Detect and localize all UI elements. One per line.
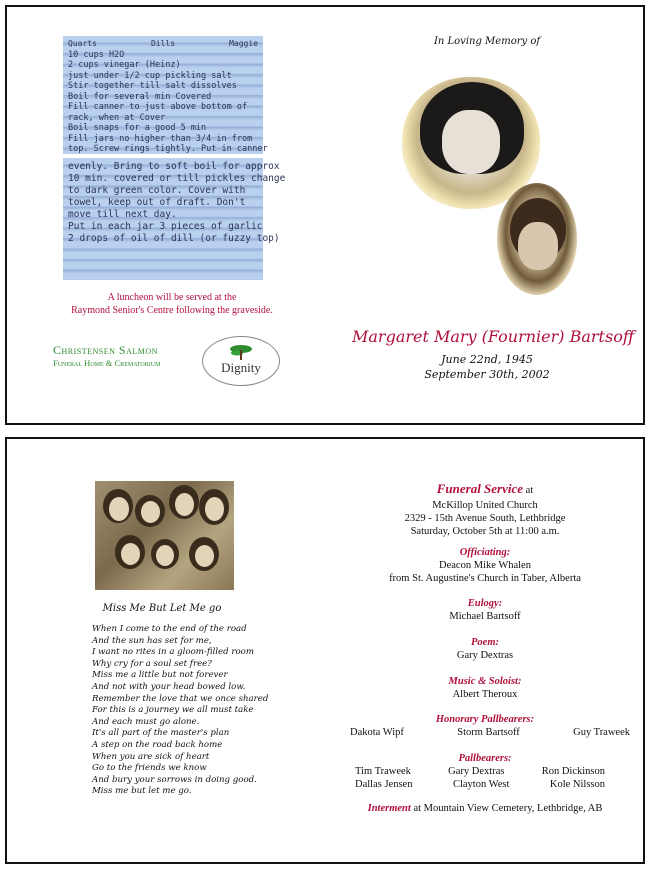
funeral-home-subtitle: Funeral Home & Crematorium [53,358,161,368]
poem-line: When you are sick of heart [92,751,210,762]
poem-reader-name: Gary Dextras [456,650,514,661]
poem-label: Poem: [471,637,499,648]
poem-line: It's all part of the master's plan [92,728,230,739]
handwritten-recipe-card [63,36,268,154]
honorary-pallbearer: Guy Traweek [573,727,630,738]
poem-line: And not with your head bowed low. [92,681,246,692]
officiant-church: from St. Augustine's Church in Taber, Alberta [389,573,581,584]
pallbearer: Ron Dickinson [541,766,605,777]
poem-body [92,624,268,798]
portrait-face-older [518,222,558,270]
service-address: 2329 - 15th Avenue South, Lethbridge [404,513,566,524]
funeral-home-name: Christensen Salmon [53,343,158,357]
honorary-pallbearers-row [350,727,630,738]
poem-line: A step on the road back home [92,739,223,750]
officiating-label: Officiating: [459,547,511,558]
recipe-line: Boil snaps for a good 5 min [68,123,207,133]
recipe-line: just under 1/2 cup pickling salt [68,70,232,81]
honorary-pallbearers-label [330,713,640,726]
eulogy-block [330,597,640,623]
music-block [330,675,640,701]
recipe-line: Fill canner to just above bottom of [68,102,248,112]
funeral-home-logo [53,343,160,368]
officiant-name: Deacon Mike Whalen [439,560,531,571]
service-heading-block [330,482,640,538]
honorary-pallbearer: Dakota Wipf [350,727,404,738]
poem-line: Go to the friends we know [92,763,207,774]
pallbearer: Clayton West [452,779,510,790]
pallbearers-row-1 [355,766,605,777]
eulogy-label: Eulogy: [467,598,503,609]
tree-icon [229,344,253,360]
birth-date: June 22nd, 1945 [441,353,533,366]
recipe-line: 2 cups vinegar (Heinz) [68,60,181,70]
recipe-line: Fill jars no higher than 3/4 in from [68,133,253,144]
poem-line: For this is a journey we all must take [92,705,254,716]
recipe-line: Put in each jar 3 pieces of garlic [68,221,263,232]
dignity-logo [202,336,280,386]
poem-line: And bury your sorrows in doing good. [92,774,257,785]
honorary-pallbearer: Storm Bartsoff [457,727,520,738]
officiating-block [330,546,640,585]
recipe-header-right: Maggie [229,39,258,48]
recipe-line: Boil for several min Covered [68,91,212,102]
eulogy-name: Michael Bartsoff [449,611,521,622]
music-name: Albert Theroux [452,689,518,700]
pallbearers-label [330,752,640,765]
recipe-line: move till next day. [68,209,177,220]
poem-line: Miss me a little but not forever [92,670,228,681]
poem-line: Remember the love that we once shared [92,693,269,704]
music-label: Music & Soloist: [448,676,522,687]
interment-label: Interment [367,803,411,814]
recipe-line: Stir together till salt dissolves [68,81,237,91]
recipe-line: towel, keep out of draft. Don't [68,197,246,208]
dignity-logo-text: Dignity [221,360,261,375]
pallbearer: Gary Dextras [448,766,505,777]
poem-line: And each must go alone. [92,716,200,727]
service-heading-line [330,482,640,497]
pallbearer: Dallas Jensen [355,779,413,790]
handwritten-recipe-card-continued [63,158,286,280]
recipe-header-mid: Dills [150,39,176,48]
poem-line: I want no rites in a gloom-filled room [92,647,254,658]
pallbearer: Kole Nilsson [549,779,605,790]
service-church: McKillop United Church [432,500,538,511]
group-photo [95,481,234,590]
deceased-name: Margaret Mary (Fournier) Bartsoff [352,327,635,346]
recipe-line: 10 cups H2O [68,49,125,60]
memorial-heading: In Loving Memory of [433,36,541,47]
recipe-line: evenly. Bring to soft boil for approx [68,161,280,172]
recipe-line: 2 drops of oil of dill (or fuzzy top) [68,233,280,244]
poem-reader-block [330,636,640,662]
recipe-line: to dark green color. Cover with [68,185,246,196]
service-datetime: Saturday, October 5th at 11:00 a.m. [410,526,560,537]
poem-line: And the sun has set for me, [92,635,212,646]
luncheon-line-1: A luncheon will be served at the [107,292,237,303]
interment-line [330,803,640,814]
pallbearers-label-text: Pallbearers: [458,753,512,764]
poem-line: Why cry for a soul set free? [92,658,212,669]
recipe-line: rack, when at Cover [68,112,166,123]
recipe-line: top. Screw rings tightly. Put in canner [68,144,268,154]
poem-title: Miss Me But Let Me go [102,603,222,614]
honorary-label-text: Honorary Pallbearers: [435,714,535,725]
recipe-header [68,39,258,50]
pallbearers-row-2 [355,779,605,790]
recipe-line: 10 min. covered or till pickles change [68,173,286,184]
life-dates [372,352,602,382]
pallbearer: Tim Traweek [355,766,411,777]
luncheon-line-2: Raymond Senior's Centre following the graveside. [71,305,273,316]
service-heading: Funeral Service [436,481,524,496]
interment-location: at Mountain View Cemetery, Lethbridge, AB [410,803,603,814]
luncheon-notice [62,291,282,317]
death-date: September 30th, 2002 [424,368,550,381]
poem-line: When I come to the end of the road [92,624,247,634]
service-heading-suffix: at [523,485,534,496]
portrait-face [442,110,500,174]
poem-line: Miss me but let me go. [92,786,192,797]
recipe-header-left: Quarts [68,39,97,48]
